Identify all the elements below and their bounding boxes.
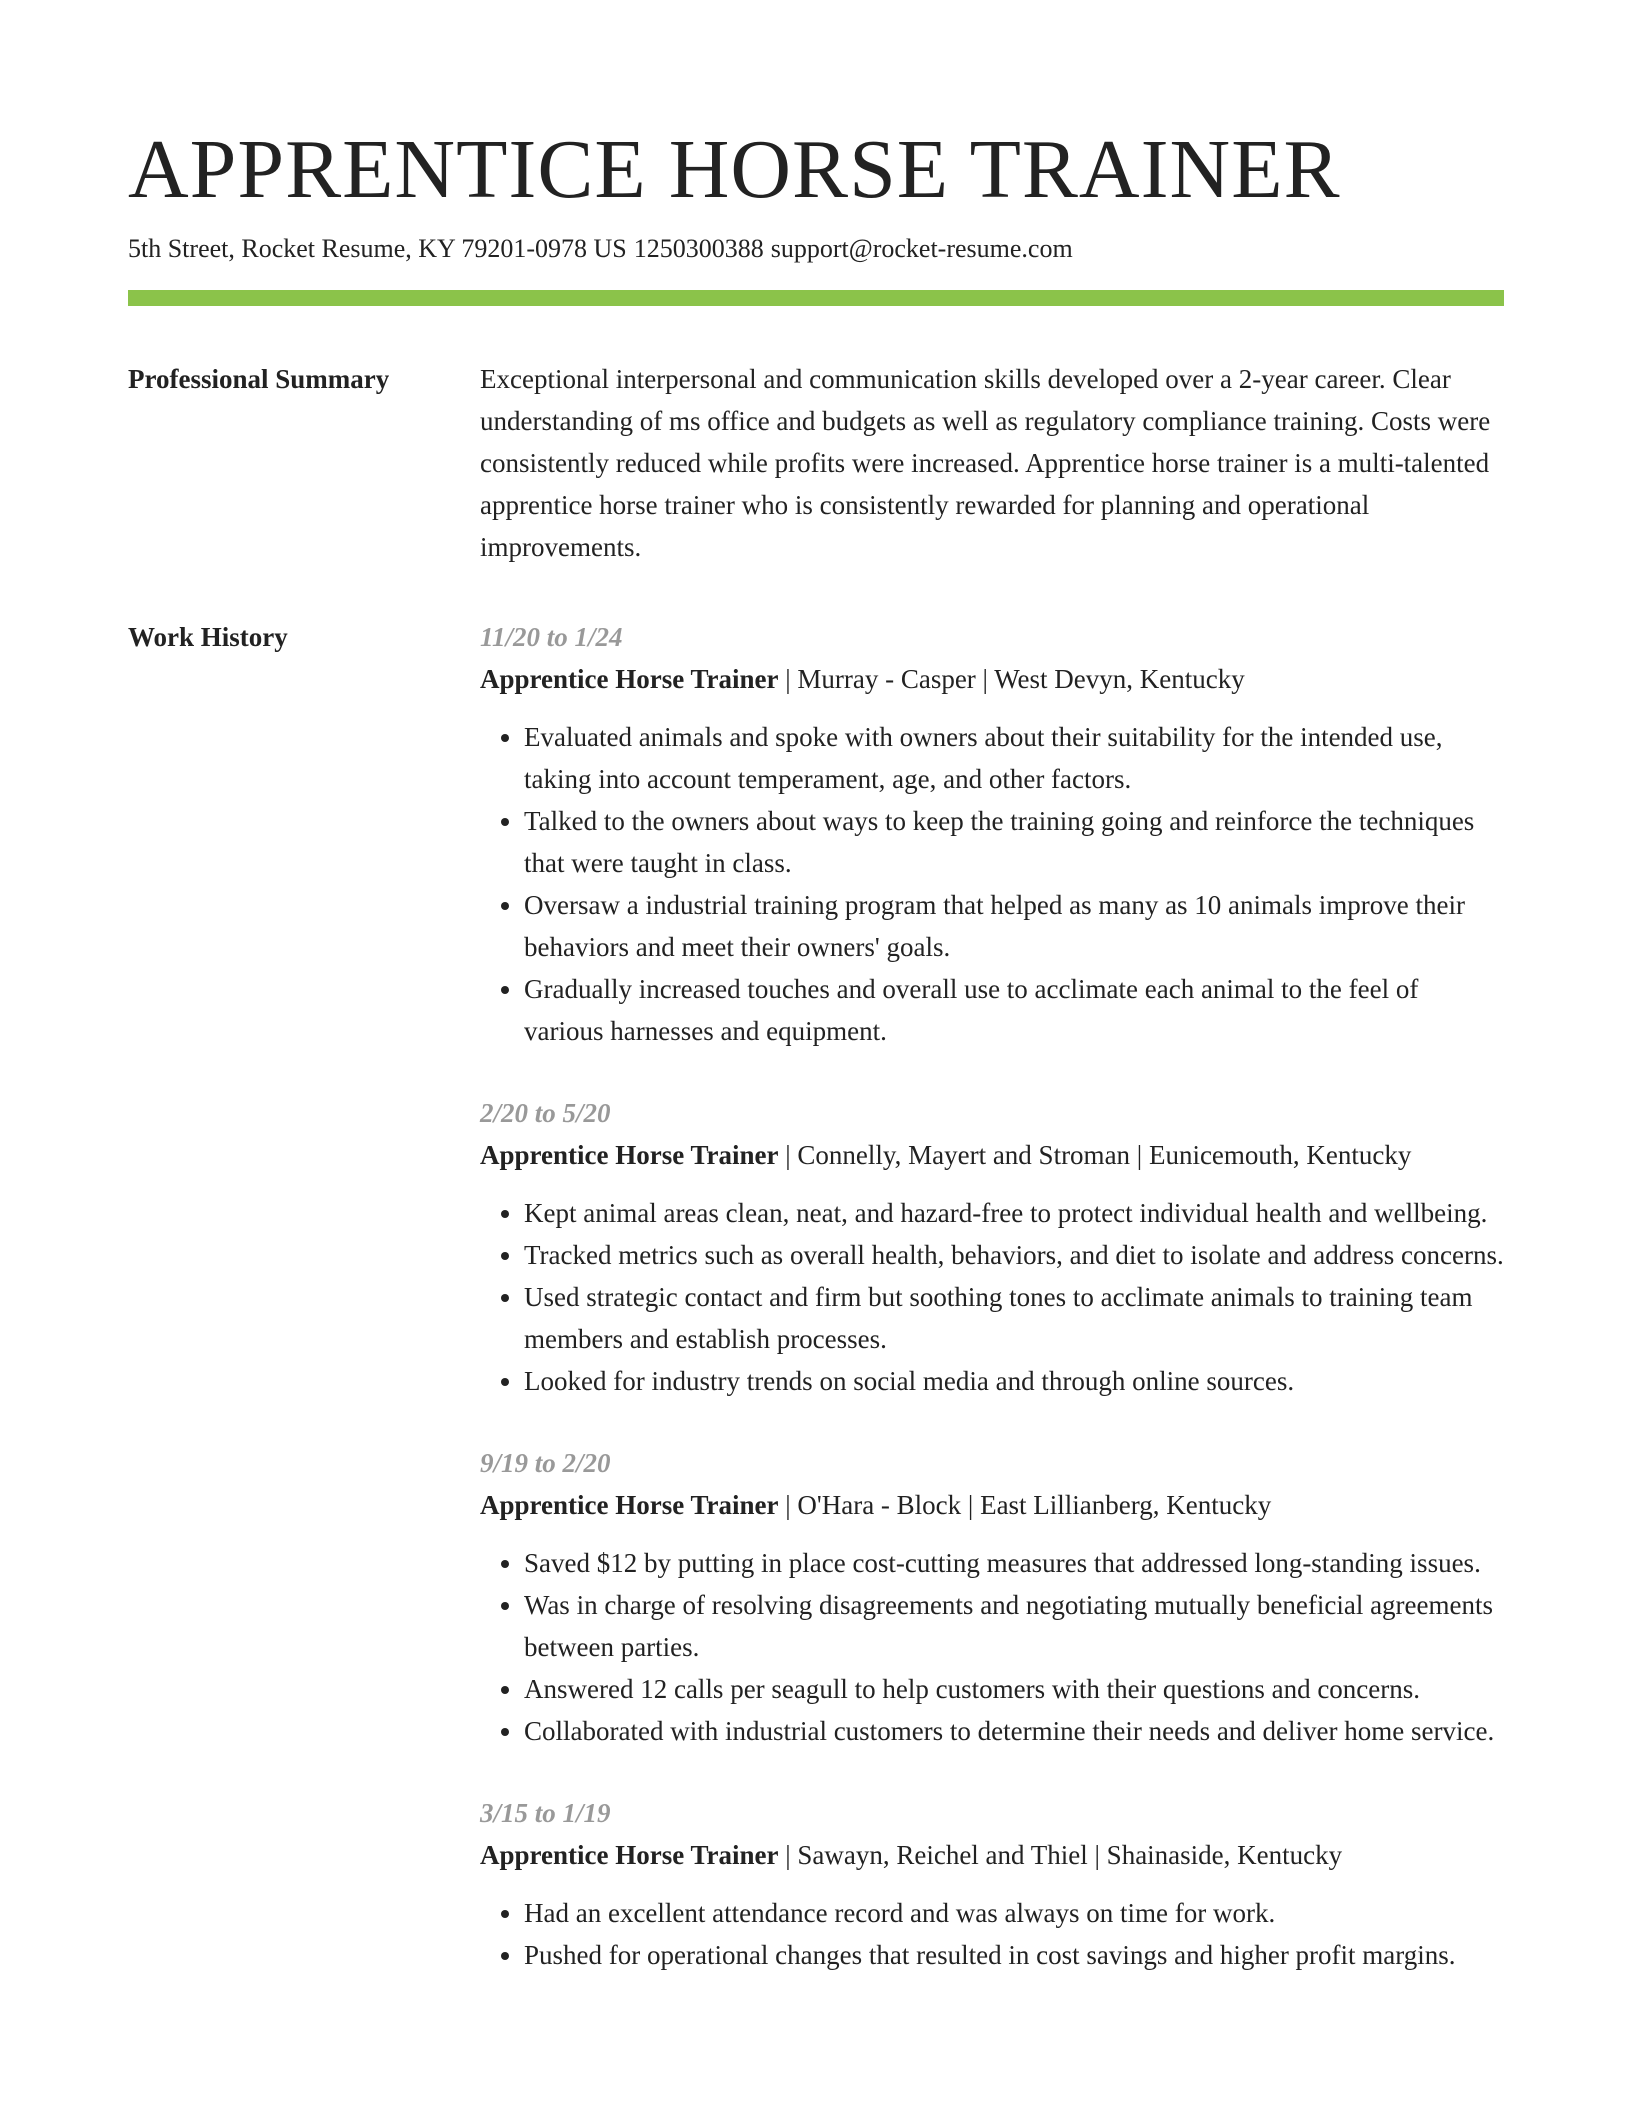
job-title-line	[480, 658, 1504, 700]
contact-phone: 1250300388	[633, 234, 764, 263]
job-bullet: • Evaluated animals and spoke with owners about their suitability for the intended use, taking into account temperament, age, and other factors.	[524, 716, 1504, 800]
job-bullet: • Collaborated with industrial customers to determine their needs and deliver home service.	[524, 1710, 1504, 1752]
work-history-body	[480, 616, 1504, 2016]
contact-email: support@rocket-resume.com	[770, 234, 1073, 263]
job-title: Apprentice Horse Trainer	[480, 664, 779, 694]
summary-label: Professional Summary	[128, 364, 390, 394]
job-title-line	[480, 1834, 1504, 1876]
job-details: | Connelly, Mayert and Stroman | Eunicemouth, Kentucky	[778, 1140, 1412, 1170]
summary-section	[128, 358, 1504, 568]
job-entry	[480, 1792, 1504, 1976]
job-entry	[480, 1092, 1504, 1402]
job-bullet: • Used strategic contact and firm but soothing tones to acclimate animals to training team members and establish processes.	[524, 1276, 1504, 1360]
job-bullet: • Answered 12 calls per seagull to help customers with their questions and concerns.	[524, 1668, 1504, 1710]
job-bullet: • Tracked metrics such as overall health, behaviors, and diet to isolate and address concerns.	[524, 1234, 1504, 1276]
job-bullet: • Looked for industry trends on social media and through online sources.	[524, 1360, 1504, 1402]
work-history-label: Work History	[128, 622, 288, 652]
job-entry	[480, 1442, 1504, 1752]
job-dates: 3/15 to 1/19	[480, 1798, 611, 1828]
job-details: | Sawayn, Reichel and Thiel | Shainaside, Kentucky	[778, 1840, 1343, 1870]
job-title-line	[480, 1134, 1504, 1176]
job-bullets	[480, 1542, 1504, 1752]
job-title: Apprentice Horse Trainer	[480, 1140, 779, 1170]
job-bullets	[480, 716, 1504, 1052]
job-title: Apprentice Horse Trainer	[480, 1490, 779, 1520]
job-bullets	[480, 1892, 1504, 1976]
job-bullet: • Talked to the owners about ways to keep the training going and reinforce the techniques that were taught in class.	[524, 800, 1504, 884]
job-bullet: • Oversaw a industrial training program that helped as many as 10 animals improve their behaviors and meet their owners' goals.	[524, 884, 1504, 968]
header-divider	[128, 290, 1504, 306]
contact-line	[128, 232, 1504, 266]
work-history-section	[128, 616, 1504, 2016]
job-dates: 2/20 to 5/20	[480, 1098, 611, 1128]
candidate-name: APPRENTICE HORSE TRAINER	[128, 123, 1341, 216]
job-dates: 11/20 to 1/24	[480, 622, 623, 652]
job-title: Apprentice Horse Trainer	[480, 1840, 779, 1870]
job-bullet: • Gradually increased touches and overall use to acclimate each animal to the feel of various harnesses and equipment.	[524, 968, 1504, 1052]
resume-page	[128, 120, 1504, 2016]
job-bullet: • Had an excellent attendance record and was always on time for work.	[524, 1892, 1504, 1934]
job-bullet: • Pushed for operational changes that resulted in cost savings and higher profit margins.	[524, 1934, 1504, 1976]
job-bullet: • Kept animal areas clean, neat, and hazard-free to protect individual health and wellbeing.	[524, 1192, 1504, 1234]
job-bullet: • Was in charge of resolving disagreements and negotiating mutually beneficial agreements between parties.	[524, 1584, 1504, 1668]
job-title-line	[480, 1484, 1504, 1526]
summary-body	[480, 358, 1504, 568]
job-details: | O'Hara - Block | East Lillianberg, Kentucky	[778, 1490, 1272, 1520]
job-bullet: • Saved $12 by putting in place cost-cutting measures that addressed long-standing issues.	[524, 1542, 1504, 1584]
job-bullets	[480, 1192, 1504, 1402]
summary-text: Exceptional interpersonal and communication skills developed over a 2-year career. Clear understanding of ms office and budgets as well as regulatory compliance training. Costs were consistently reduced while profits were increased. Apprentice horse trainer is a multi-talented apprentice horse trainer who is consistently rewarded for planning and operational improvements.	[480, 364, 1491, 562]
contact-address: 5th Street, Rocket Resume, KY 79201-0978 US	[128, 234, 627, 263]
job-dates: 9/19 to 2/20	[480, 1448, 611, 1478]
job-entry	[480, 616, 1504, 1052]
job-details: | Murray - Casper | West Devyn, Kentucky	[778, 664, 1245, 694]
